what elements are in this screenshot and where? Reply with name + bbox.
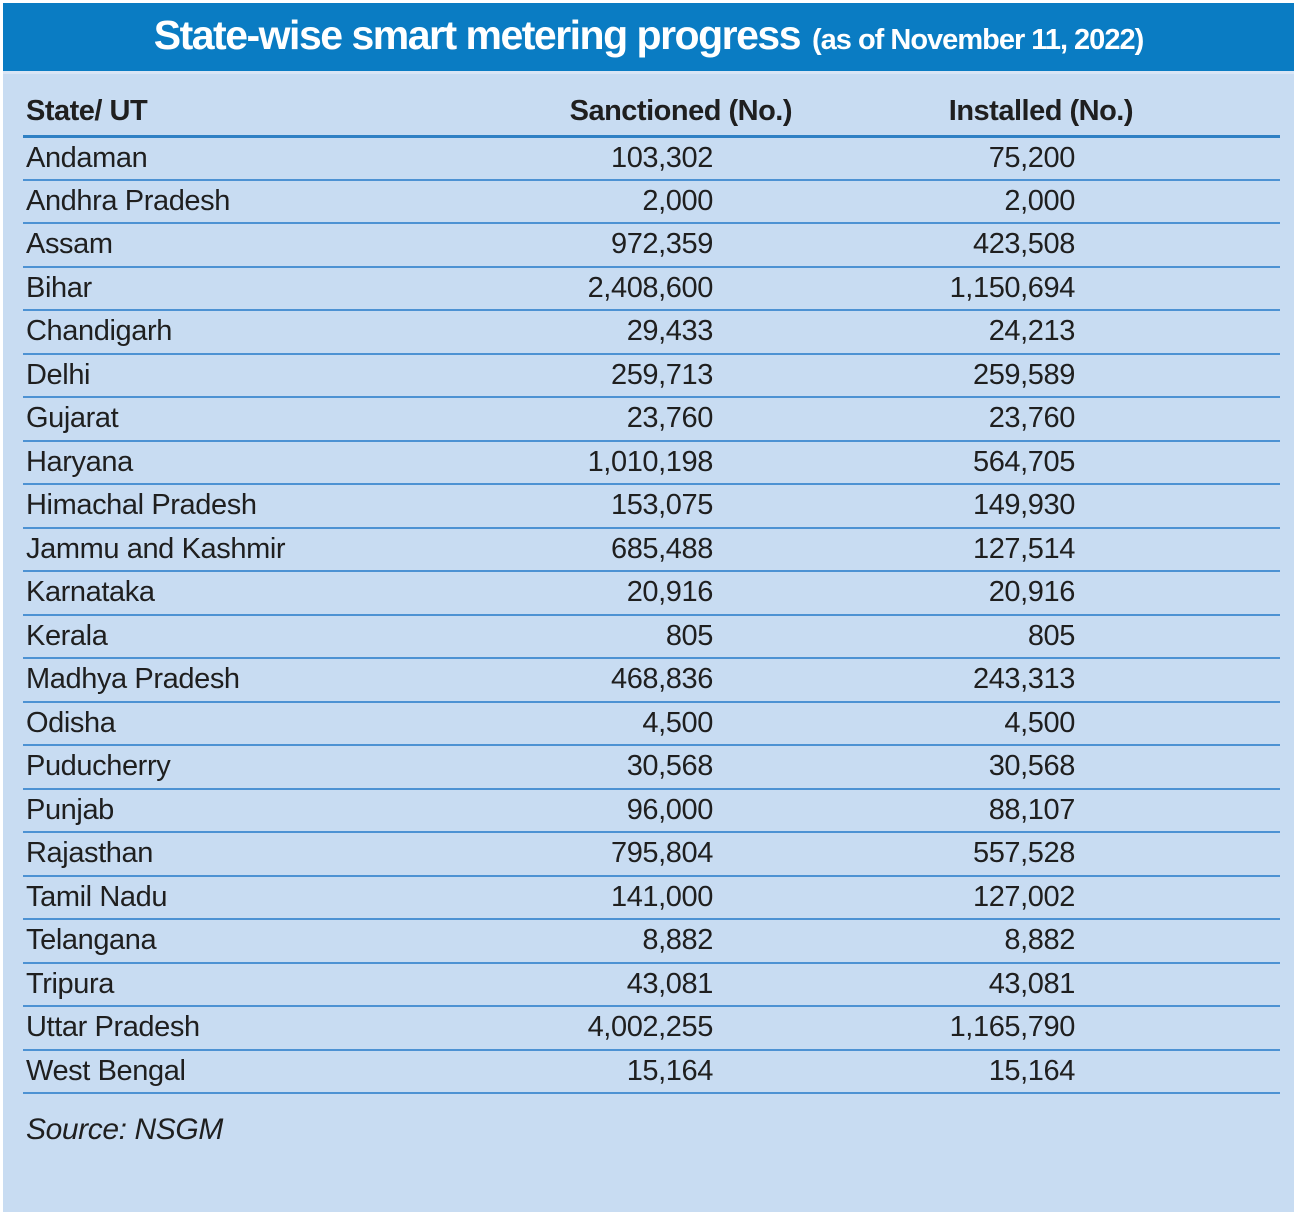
state-cell: Punjab bbox=[23, 789, 460, 833]
installed-cell: 259,589 bbox=[792, 354, 1135, 398]
filler-cell bbox=[1135, 528, 1280, 572]
table-row bbox=[23, 528, 1280, 572]
filler-cell bbox=[1135, 571, 1280, 615]
sanctioned-cell: 2,000 bbox=[460, 180, 792, 224]
filler-cell bbox=[1135, 484, 1280, 528]
filler-cell bbox=[1135, 397, 1280, 441]
state-cell: Rajasthan bbox=[23, 832, 460, 876]
installed-cell: 43,081 bbox=[792, 963, 1135, 1007]
infographic-card bbox=[3, 3, 1294, 1212]
table-row bbox=[23, 832, 1280, 876]
filler-cell bbox=[1135, 702, 1280, 746]
filler-cell bbox=[1135, 267, 1280, 311]
sanctioned-cell: 2,408,600 bbox=[460, 267, 792, 311]
installed-cell: 805 bbox=[792, 615, 1135, 659]
installed-cell: 1,165,790 bbox=[792, 1006, 1135, 1050]
filler-cell bbox=[1135, 1006, 1280, 1050]
installed-cell: 557,528 bbox=[792, 832, 1135, 876]
state-cell: Odisha bbox=[23, 702, 460, 746]
installed-cell: 24,213 bbox=[792, 310, 1135, 354]
sanctioned-cell: 15,164 bbox=[460, 1050, 792, 1094]
table-row bbox=[23, 919, 1280, 963]
table-row bbox=[23, 571, 1280, 615]
table-row bbox=[23, 1006, 1280, 1050]
installed-cell: 1,150,694 bbox=[792, 267, 1135, 311]
table-row bbox=[23, 267, 1280, 311]
table-row bbox=[23, 354, 1280, 398]
state-cell: Gujarat bbox=[23, 397, 460, 441]
installed-cell: 127,002 bbox=[792, 876, 1135, 920]
state-cell: Chandigarh bbox=[23, 310, 460, 354]
sanctioned-cell: 8,882 bbox=[460, 919, 792, 963]
sanctioned-cell: 4,002,255 bbox=[460, 1006, 792, 1050]
table-row bbox=[23, 876, 1280, 920]
filler-cell bbox=[1135, 441, 1280, 485]
smart-metering-table bbox=[23, 74, 1280, 1094]
page-title: State-wise smart metering progress bbox=[153, 12, 800, 58]
table-body bbox=[23, 136, 1280, 1093]
sanctioned-cell: 972,359 bbox=[460, 223, 792, 267]
table-row bbox=[23, 789, 1280, 833]
state-cell: Kerala bbox=[23, 615, 460, 659]
installed-cell: 88,107 bbox=[792, 789, 1135, 833]
sanctioned-cell: 153,075 bbox=[460, 484, 792, 528]
state-cell: Andhra Pradesh bbox=[23, 180, 460, 224]
state-cell: Tripura bbox=[23, 963, 460, 1007]
sanctioned-cell: 29,433 bbox=[460, 310, 792, 354]
state-cell: Bihar bbox=[23, 267, 460, 311]
state-cell: Assam bbox=[23, 223, 460, 267]
state-cell: Himachal Pradesh bbox=[23, 484, 460, 528]
state-cell: Puducherry bbox=[23, 745, 460, 789]
filler-cell bbox=[1135, 354, 1280, 398]
installed-cell: 30,568 bbox=[792, 745, 1135, 789]
sanctioned-cell: 103,302 bbox=[460, 136, 792, 180]
sanctioned-cell: 20,916 bbox=[460, 571, 792, 615]
title-date-suffix: (as of November 11, 2022) bbox=[812, 24, 1144, 56]
filler-cell bbox=[1135, 963, 1280, 1007]
table-row bbox=[23, 310, 1280, 354]
filler-cell bbox=[1135, 136, 1280, 180]
installed-cell: 243,313 bbox=[792, 658, 1135, 702]
table-row bbox=[23, 180, 1280, 224]
sanctioned-cell: 4,500 bbox=[460, 702, 792, 746]
sanctioned-cell: 685,488 bbox=[460, 528, 792, 572]
table-row bbox=[23, 484, 1280, 528]
sanctioned-cell: 43,081 bbox=[460, 963, 792, 1007]
table-row bbox=[23, 441, 1280, 485]
filler-cell bbox=[1135, 832, 1280, 876]
table-header-row bbox=[23, 74, 1280, 136]
installed-cell: 2,000 bbox=[792, 180, 1135, 224]
filler-cell bbox=[1135, 876, 1280, 920]
filler-cell bbox=[1135, 180, 1280, 224]
filler-cell bbox=[1135, 223, 1280, 267]
installed-cell: 15,164 bbox=[792, 1050, 1135, 1094]
filler-cell bbox=[1135, 745, 1280, 789]
installed-cell: 8,882 bbox=[792, 919, 1135, 963]
installed-cell: 149,930 bbox=[792, 484, 1135, 528]
table-row bbox=[23, 1050, 1280, 1094]
installed-cell: 20,916 bbox=[792, 571, 1135, 615]
table-row bbox=[23, 658, 1280, 702]
column-header-sanctioned: Sanctioned (No.) bbox=[460, 74, 792, 136]
table-row bbox=[23, 397, 1280, 441]
filler-cell bbox=[1135, 310, 1280, 354]
table-row bbox=[23, 223, 1280, 267]
state-cell: Karnataka bbox=[23, 571, 460, 615]
filler-cell bbox=[1135, 1050, 1280, 1094]
state-cell: Jammu and Kashmir bbox=[23, 528, 460, 572]
installed-cell: 423,508 bbox=[792, 223, 1135, 267]
sanctioned-cell: 96,000 bbox=[460, 789, 792, 833]
state-cell: Madhya Pradesh bbox=[23, 658, 460, 702]
filler-cell bbox=[1135, 658, 1280, 702]
column-header-installed: Installed (No.) bbox=[792, 74, 1135, 136]
sanctioned-cell: 259,713 bbox=[460, 354, 792, 398]
filler-cell bbox=[1135, 615, 1280, 659]
sanctioned-cell: 30,568 bbox=[460, 745, 792, 789]
filler-cell bbox=[1135, 919, 1280, 963]
state-cell: Telangana bbox=[23, 919, 460, 963]
sanctioned-cell: 805 bbox=[460, 615, 792, 659]
table-row bbox=[23, 615, 1280, 659]
installed-cell: 75,200 bbox=[792, 136, 1135, 180]
installed-cell: 564,705 bbox=[792, 441, 1135, 485]
state-cell: Haryana bbox=[23, 441, 460, 485]
sanctioned-cell: 795,804 bbox=[460, 832, 792, 876]
column-header-state: State/ UT bbox=[23, 74, 460, 136]
filler-cell bbox=[1135, 789, 1280, 833]
table-header bbox=[23, 74, 1280, 136]
sanctioned-cell: 468,836 bbox=[460, 658, 792, 702]
table-row bbox=[23, 702, 1280, 746]
table-row bbox=[23, 963, 1280, 1007]
state-cell: Uttar Pradesh bbox=[23, 1006, 460, 1050]
state-cell: Tamil Nadu bbox=[23, 876, 460, 920]
installed-cell: 127,514 bbox=[792, 528, 1135, 572]
installed-cell: 4,500 bbox=[792, 702, 1135, 746]
title-bar bbox=[3, 3, 1294, 74]
table-row bbox=[23, 136, 1280, 180]
table-row bbox=[23, 745, 1280, 789]
installed-cell: 23,760 bbox=[792, 397, 1135, 441]
state-cell: West Bengal bbox=[23, 1050, 460, 1094]
state-cell: Andaman bbox=[23, 136, 460, 180]
column-header-filler bbox=[1135, 74, 1280, 136]
source-note: Source: NSGM bbox=[26, 1113, 223, 1146]
sanctioned-cell: 23,760 bbox=[460, 397, 792, 441]
state-cell: Delhi bbox=[23, 354, 460, 398]
sanctioned-cell: 1,010,198 bbox=[460, 441, 792, 485]
sanctioned-cell: 141,000 bbox=[460, 876, 792, 920]
